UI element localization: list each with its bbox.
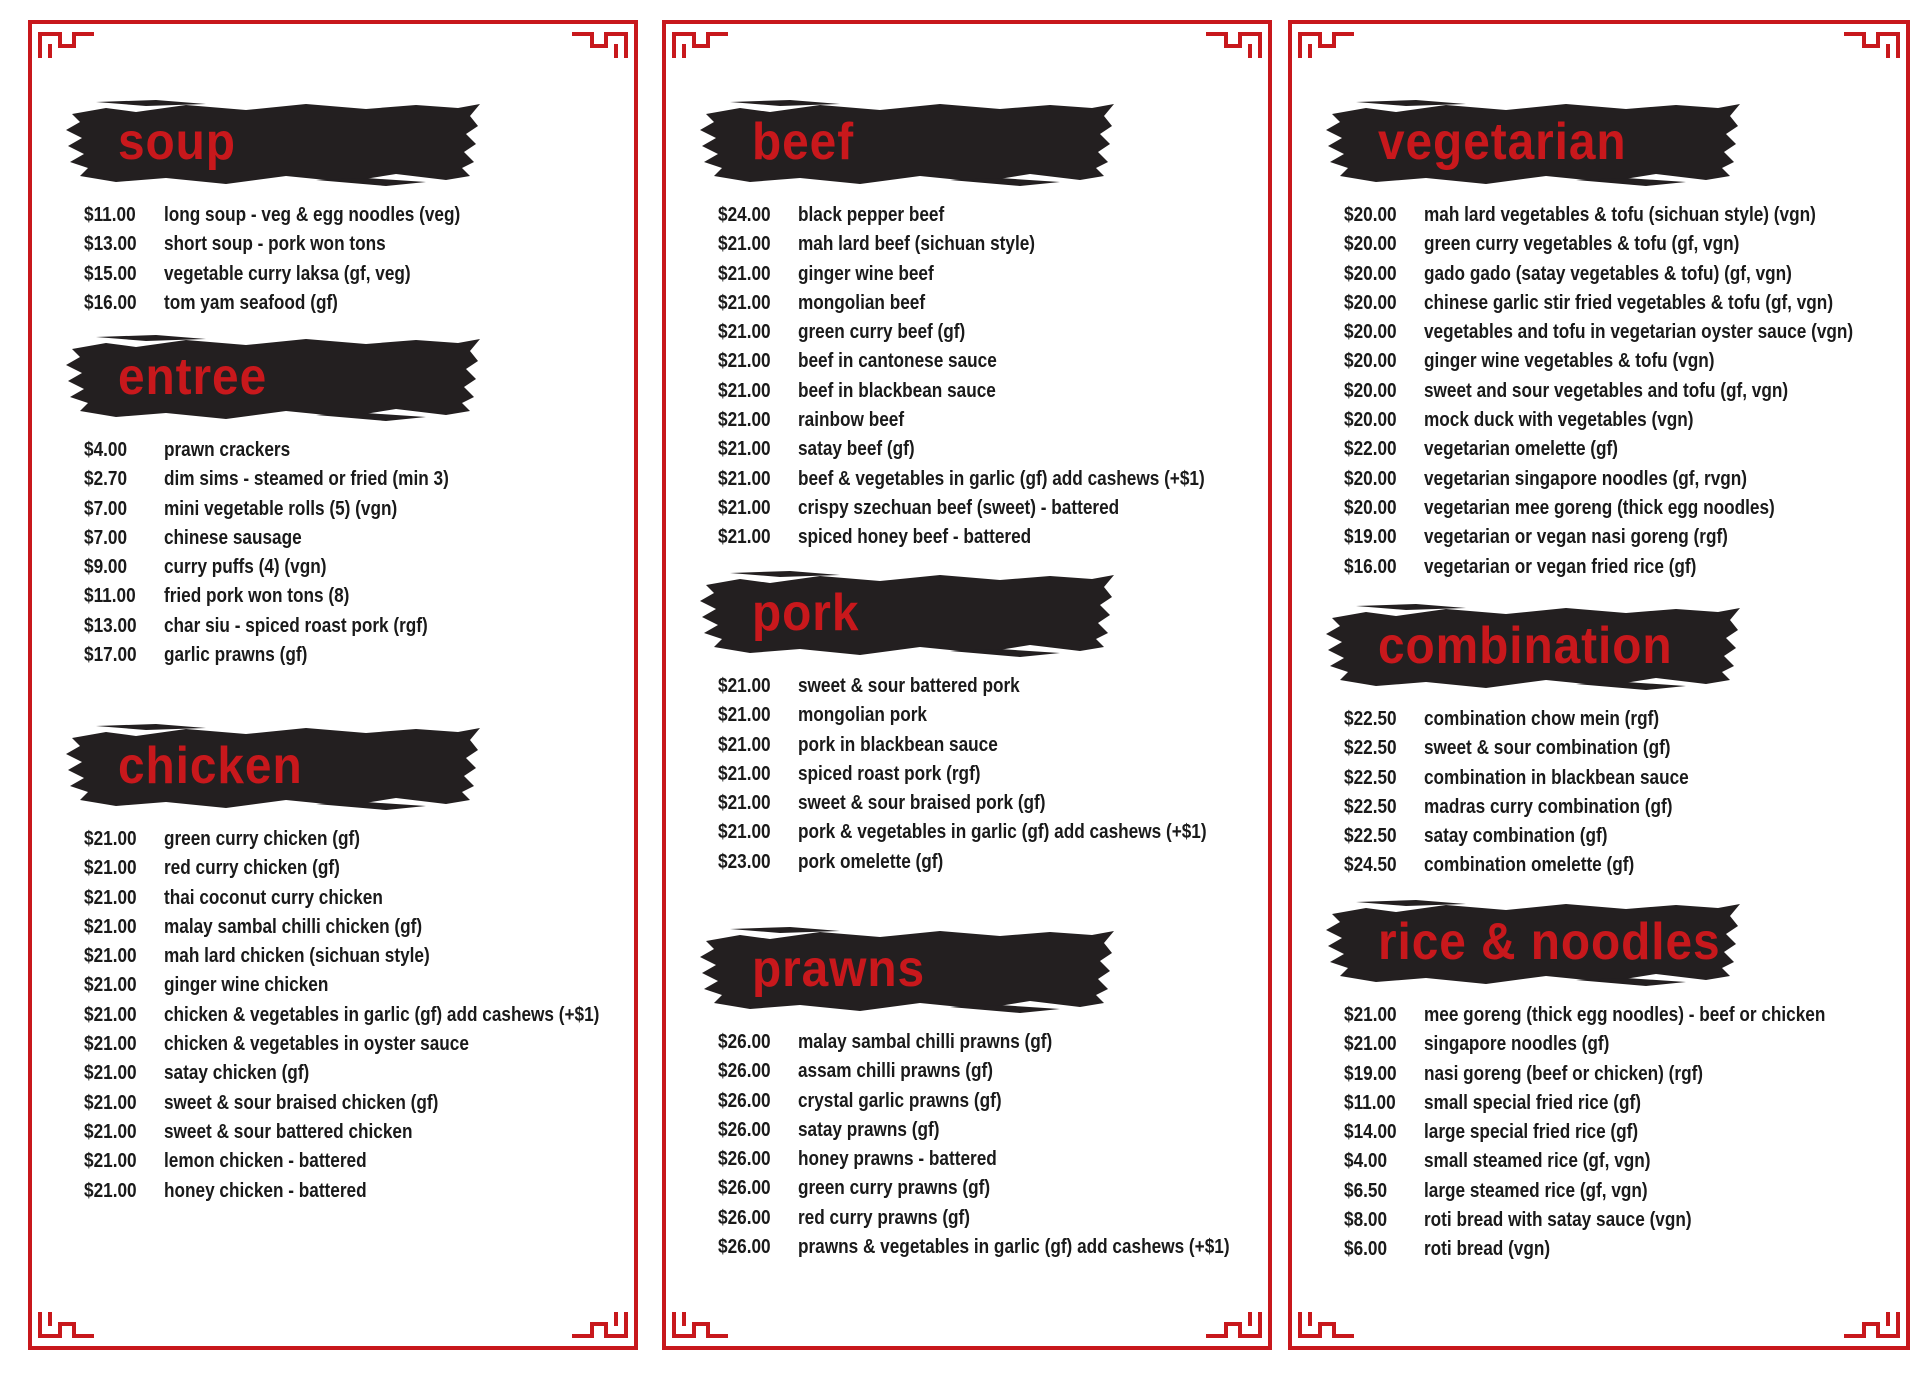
menu-item: [84, 916, 548, 945]
menu-item: [84, 644, 548, 673]
menu-item-price: $20.00: [1344, 350, 1397, 373]
menu-item-price: $16.00: [84, 291, 137, 314]
menu-item-price: $21.00: [1344, 1004, 1397, 1026]
menu-item-name: fried pork won tons (8): [163, 585, 350, 608]
menu-item-list: [84, 204, 624, 321]
corner-ornament-icon: [38, 32, 96, 60]
menu-item-price: $22.50: [1344, 795, 1397, 818]
menu-item-name: beef in cantonese sauce: [797, 350, 997, 373]
menu-item: [718, 675, 1182, 704]
menu-item-name: chicken & vegetables in oyster sauce: [163, 1033, 469, 1056]
menu-item: [84, 974, 548, 1003]
menu-item: [84, 887, 548, 916]
menu-item: [718, 409, 1182, 438]
menu-item-price: $21.00: [718, 321, 771, 344]
menu-item: [1344, 233, 1819, 262]
menu-item-price: $21.00: [84, 1062, 137, 1085]
menu-item: [1344, 409, 1819, 438]
menu-item: [84, 1003, 600, 1033]
menu-item-name: mock duck with vegetables (vgn): [1423, 409, 1694, 432]
menu-item-name: vegetarian singapore noodles (gf, rvgn): [1423, 467, 1748, 490]
menu-item-name: small special fried rice (gf): [1423, 1091, 1641, 1114]
menu-item-name: sweet & sour battered pork: [797, 675, 1020, 697]
menu-item: [84, 828, 548, 857]
menu-item-price: $21.00: [718, 733, 771, 756]
menu-item-price: $21.00: [718, 526, 771, 549]
section-title: pork: [752, 584, 860, 642]
menu-item-price: $6.00: [1344, 1238, 1388, 1261]
menu-item: [1344, 1004, 1826, 1033]
menu-item-name: sweet & sour braised pork (gf): [797, 792, 1046, 815]
menu-item-price: $21.00: [84, 945, 137, 968]
menu-item-name: beef in blackbean sauce: [797, 379, 996, 402]
menu-item: [718, 763, 1182, 792]
menu-item: [84, 1180, 548, 1209]
menu-item-name: chicken & vegetables in garlic (gf) add cashews (+$1): [163, 1003, 600, 1026]
menu-item: [718, 1090, 1182, 1119]
section-title: soup: [118, 113, 236, 171]
section-title: entree: [118, 348, 268, 406]
menu-item-price: $20.00: [1344, 467, 1397, 490]
menu-item-name: large steamed rice (gf, vgn): [1423, 1179, 1648, 1202]
menu-item-price: $2.70: [84, 468, 128, 491]
menu-item-price: $21.00: [718, 762, 771, 785]
menu-item: [718, 851, 1182, 880]
menu-item-list: [1344, 204, 1896, 585]
menu-item-name: mongolian beef: [797, 291, 926, 314]
menu-item: [84, 1150, 548, 1179]
menu-item-name: singapore noodles (gf): [1423, 1033, 1610, 1056]
menu-item-name: sweet & sour braised chicken (gf): [163, 1091, 439, 1114]
menu-item: [84, 1062, 548, 1091]
menu-item-price: $20.00: [1344, 262, 1397, 285]
menu-item-name: char siu - spiced roast pork (rgf): [163, 614, 428, 637]
menu-item: [1344, 796, 1819, 825]
menu-item-price: $21.00: [718, 438, 771, 461]
menu-item-price: $19.00: [1344, 526, 1397, 549]
corner-ornament-icon: [672, 32, 730, 60]
menu-item: [1344, 438, 1819, 467]
menu-item-name: vegetarian omelette (gf): [1423, 438, 1619, 461]
menu-item-name: crystal garlic prawns (gf): [797, 1089, 1002, 1112]
menu-item-price: $22.00: [1344, 438, 1397, 461]
menu-item-name: pork in blackbean sauce: [797, 733, 998, 756]
menu-item-list: [718, 1031, 1258, 1265]
menu-item: [1344, 380, 1819, 409]
menu-item: [1344, 708, 1819, 737]
menu-item-price: $21.00: [718, 675, 771, 697]
menu-item: [718, 438, 1182, 467]
menu-item-name: honey chicken - battered: [163, 1179, 367, 1202]
menu-item-name: green curry chicken (gf): [163, 828, 360, 850]
menu-item: [718, 467, 1205, 497]
menu-item-price: $13.00: [84, 614, 137, 637]
menu-item-price: $17.00: [84, 644, 137, 667]
menu-item: [84, 263, 548, 292]
menu-item-name: combination in blackbean sauce: [1423, 766, 1689, 789]
menu-item-list: [1344, 1004, 1896, 1268]
menu-item-name: honey prawns - battered: [797, 1148, 997, 1171]
menu-item-name: long soup - veg & egg noodles (veg): [163, 204, 461, 226]
menu-item-name: dim sims - steamed or fried (min 3): [163, 468, 449, 491]
menu-item-name: assam chilli prawns (gf): [797, 1060, 993, 1083]
menu-item-name: small steamed rice (gf, vgn): [1423, 1150, 1651, 1173]
menu-item-name: vegetables and tofu in vegetarian oyster sauce (vgn): [1423, 321, 1854, 344]
section-title: vegetarian: [1378, 113, 1627, 171]
menu-item-price: $21.00: [84, 1003, 137, 1026]
menu-item-price: $21.00: [718, 704, 771, 727]
menu-item-price: $21.00: [84, 915, 137, 938]
menu-item-name: short soup - pork won tons: [163, 233, 386, 256]
section-title: beef: [752, 113, 855, 171]
menu-item-price: $21.00: [84, 1033, 137, 1056]
menu-item: [1344, 1209, 1819, 1238]
menu-item: [84, 857, 548, 886]
menu-item-name: red curry prawns (gf): [797, 1206, 971, 1229]
menu-item-name: mah lard beef (sichuan style): [797, 233, 1036, 256]
menu-item: [84, 1121, 548, 1150]
menu-item: [718, 350, 1182, 379]
menu-item: [84, 945, 548, 974]
corner-ornament-icon: [1204, 1310, 1262, 1338]
menu-item-price: $21.00: [718, 262, 771, 285]
menu-item: [1344, 767, 1819, 796]
menu-item: [718, 1177, 1182, 1206]
menu-item-price: $19.00: [1344, 1062, 1397, 1085]
menu-item: [84, 292, 548, 321]
menu-item-price: $21.00: [1344, 1033, 1397, 1056]
menu-item-price: $15.00: [84, 262, 137, 285]
menu-item-price: $20.00: [1344, 291, 1397, 314]
menu-item-name: ginger wine beef: [797, 262, 934, 285]
menu-item: [1344, 854, 1819, 883]
menu-item-name: rainbow beef: [797, 409, 905, 432]
menu-item: [84, 585, 548, 614]
menu-item: [1344, 1121, 1819, 1150]
menu-item-price: $8.00: [1344, 1209, 1388, 1232]
menu-item-name: sweet & sour battered chicken: [163, 1120, 413, 1143]
menu-item: [84, 1033, 548, 1062]
menu-item: [1344, 291, 1834, 321]
menu-item: [718, 704, 1182, 733]
menu-item-name: malay sambal chilli prawns (gf): [797, 1031, 1053, 1053]
menu-item: [718, 292, 1182, 321]
menu-item: [718, 263, 1182, 292]
menu-item: [84, 204, 548, 233]
menu-item: [718, 526, 1182, 555]
menu-item-price: $21.00: [718, 792, 771, 815]
menu-item-price: $21.00: [84, 1091, 137, 1114]
menu-item-name: mah lard chicken (sichuan style): [163, 945, 430, 968]
menu-item-name: tom yam seafood (gf): [163, 291, 338, 314]
menu-item: [84, 498, 548, 527]
menu-item-name: black pepper beef: [797, 204, 945, 226]
menu-item-price: $23.00: [718, 850, 771, 873]
menu-item: [84, 527, 548, 556]
menu-item-name: sweet & sour combination (gf): [1423, 737, 1671, 760]
menu-item: [1344, 1033, 1819, 1062]
menu-item-price: $21.00: [718, 233, 771, 256]
menu-item-price: $21.00: [718, 379, 771, 402]
menu-item-name: chinese garlic stir fried vegetables & tofu (gf, vgn): [1423, 291, 1834, 314]
menu-item: [84, 439, 548, 468]
menu-item: [718, 1207, 1182, 1236]
menu-item-name: satay chicken (gf): [163, 1062, 310, 1085]
menu-item-list: [718, 204, 1258, 556]
menu-item-price: $26.00: [718, 1031, 771, 1053]
menu-item: [718, 734, 1182, 763]
menu-item: [84, 615, 548, 644]
menu-item-price: $24.50: [1344, 854, 1397, 877]
menu-item: [718, 1031, 1182, 1060]
menu-item-price: $7.00: [84, 497, 128, 520]
menu-item: [84, 233, 548, 262]
menu-item-price: $20.00: [1344, 496, 1397, 519]
corner-ornament-icon: [1842, 1310, 1900, 1338]
menu-panel-3: [1288, 20, 1910, 1350]
menu-item: [718, 1060, 1182, 1089]
menu-item-name: red curry chicken (gf): [163, 857, 340, 880]
menu-panel-2: [662, 20, 1272, 1350]
menu-item-name: mini vegetable rolls (5) (vgn): [163, 497, 398, 520]
menu-item-name: madras curry combination (gf): [1423, 795, 1673, 818]
corner-ornament-icon: [570, 1310, 628, 1338]
section-title: rice & noodles: [1378, 913, 1721, 971]
menu-item: [1344, 556, 1819, 585]
menu-item-price: $22.50: [1344, 766, 1397, 789]
menu-item-name: gado gado (satay vegetables & tofu) (gf, vgn): [1423, 262, 1792, 285]
menu-item: [718, 1148, 1182, 1177]
menu-item-price: $11.00: [84, 585, 136, 608]
menu-item-price: $21.00: [718, 496, 771, 519]
menu-item-name: mongolian pork: [797, 704, 927, 727]
menu-item-name: curry puffs (4) (vgn): [163, 556, 327, 579]
menu-item-price: $14.00: [1344, 1121, 1397, 1144]
menu-item-price: $21.00: [718, 291, 771, 314]
section-title: prawns: [752, 940, 926, 998]
corner-ornament-icon: [1204, 32, 1262, 60]
menu-item-price: $22.50: [1344, 825, 1397, 848]
menu-item-price: $21.00: [84, 1179, 137, 1202]
menu-item-name: satay combination (gf): [1423, 825, 1608, 848]
menu-item: [1344, 321, 1854, 350]
menu-item-price: $26.00: [718, 1118, 771, 1141]
menu-item-name: large special fried rice (gf): [1423, 1121, 1639, 1144]
menu-item: [718, 1236, 1230, 1265]
menu-item-name: pork omelette (gf): [797, 850, 944, 873]
menu-item: [1344, 1180, 1819, 1209]
menu-item-name: ginger wine vegetables & tofu (vgn): [1423, 350, 1715, 373]
menu-item: [1344, 1063, 1819, 1092]
menu-item: [718, 497, 1182, 526]
menu-item: [1344, 825, 1819, 854]
menu-item: [84, 556, 548, 585]
menu-item: [84, 468, 548, 497]
menu-item-price: $20.00: [1344, 409, 1397, 432]
menu-item: [718, 380, 1182, 409]
menu-item-price: $7.00: [84, 526, 128, 549]
menu-item-price: $21.00: [718, 350, 771, 373]
menu-item-name: mah lard vegetables & tofu (sichuan style) (vgn): [1423, 204, 1816, 226]
menu-item-list: [84, 828, 624, 1209]
menu-item-price: $9.00: [84, 556, 128, 579]
menu-item-price: $21.00: [84, 974, 137, 997]
menu-item-name: roti bread (vgn): [1423, 1238, 1551, 1261]
menu-item-name: satay prawns (gf): [797, 1118, 940, 1141]
corner-ornament-icon: [570, 32, 628, 60]
menu-item-price: $20.00: [1344, 379, 1397, 402]
menu-item-price: $21.00: [84, 886, 137, 909]
menu-item: [1344, 263, 1819, 292]
menu-item-price: $26.00: [718, 1177, 771, 1200]
corner-ornament-icon: [1842, 32, 1900, 60]
menu-item-price: $6.50: [1344, 1179, 1388, 1202]
menu-item-price: $4.00: [1344, 1150, 1388, 1173]
menu-item: [1344, 468, 1819, 497]
menu-item-name: vegetable curry laksa (gf, veg): [163, 262, 411, 285]
menu-item-price: $21.00: [718, 409, 771, 432]
menu-item-price: $21.00: [84, 828, 137, 850]
menu-item: [718, 821, 1207, 850]
corner-ornament-icon: [1298, 1310, 1356, 1338]
menu-item: [718, 1119, 1182, 1148]
menu-item: [718, 233, 1182, 262]
menu-item-name: lemon chicken - battered: [163, 1150, 367, 1173]
menu-item-price: $26.00: [718, 1148, 771, 1171]
menu-item-price: $11.00: [84, 204, 136, 226]
menu-item-name: vegetarian or vegan nasi goreng (rgf): [1423, 526, 1728, 549]
menu-item-name: sweet and sour vegetables and tofu (gf, vgn): [1423, 379, 1789, 402]
menu-item-name: mee goreng (thick egg noodles) - beef or chicken: [1423, 1004, 1826, 1026]
menu-item-name: nasi goreng (beef or chicken) (rgf): [1423, 1062, 1704, 1085]
menu-item-price: $21.00: [84, 857, 137, 880]
menu-item: [1344, 526, 1819, 555]
menu-item-price: $20.00: [1344, 233, 1397, 256]
menu-item-price: $26.00: [718, 1089, 771, 1112]
menu-item-price: $22.50: [1344, 737, 1397, 760]
corner-ornament-icon: [38, 1310, 96, 1338]
menu-item: [1344, 497, 1819, 526]
menu-item-name: green curry prawns (gf): [797, 1177, 991, 1200]
menu-item-price: $26.00: [718, 1206, 771, 1229]
menu-item: [718, 321, 1182, 350]
menu-item: [1344, 1238, 1819, 1267]
section-title: combination: [1378, 617, 1673, 675]
menu-panel-1: [28, 20, 638, 1350]
menu-item: [84, 1092, 548, 1121]
menu-item-price: $21.00: [84, 1150, 137, 1173]
menu-item-name: thai coconut curry chicken: [163, 886, 383, 909]
menu-item-price: $20.00: [1344, 204, 1397, 226]
menu-item-price: $13.00: [84, 233, 137, 256]
menu-item: [1344, 1092, 1819, 1121]
section-title: chicken: [118, 737, 303, 795]
menu-item-name: satay beef (gf): [797, 438, 915, 461]
menu-item-price: $24.00: [718, 204, 771, 226]
menu-item: [718, 792, 1182, 821]
menu-item-name: green curry beef (gf): [797, 321, 966, 344]
menu-item-name: pork & vegetables in garlic (gf) add cashews (+$1): [797, 821, 1207, 844]
menu-item-name: combination chow mein (rgf): [1423, 708, 1660, 730]
menu-item-name: prawn crackers: [163, 439, 291, 461]
menu-item-name: spiced roast pork (rgf): [797, 762, 981, 785]
menu-item-name: roti bread with satay sauce (vgn): [1423, 1209, 1692, 1232]
menu-item: [718, 204, 1182, 233]
corner-ornament-icon: [672, 1310, 730, 1338]
menu-item-price: $21.00: [718, 467, 771, 490]
menu-item-name: spiced honey beef - battered: [797, 526, 1032, 549]
menu-item-list: [718, 675, 1258, 880]
menu-item-price: $21.00: [84, 1120, 137, 1143]
menu-item-price: $26.00: [718, 1236, 771, 1259]
menu-item-list: [1344, 708, 1896, 884]
menu-item-list: [84, 439, 624, 673]
menu-item-name: garlic prawns (gf): [163, 644, 308, 667]
menu-item-name: green curry vegetables & tofu (gf, vgn): [1423, 233, 1740, 256]
menu-item-name: crispy szechuan beef (sweet) - battered: [797, 496, 1120, 519]
menu-item: [1344, 204, 1819, 233]
menu-item-price: $21.00: [718, 821, 771, 844]
menu-item: [1344, 1150, 1819, 1179]
menu-item-name: vegetarian mee goreng (thick egg noodles): [1423, 496, 1775, 519]
menu-item-price: $4.00: [84, 439, 128, 461]
menu-item-name: prawns & vegetables in garlic (gf) add cashews (+$1): [797, 1236, 1230, 1259]
menu-item-price: $20.00: [1344, 321, 1397, 344]
corner-ornament-icon: [1298, 32, 1356, 60]
menu-item-name: malay sambal chilli chicken (gf): [163, 915, 423, 938]
menu-item-price: $22.50: [1344, 708, 1397, 730]
menu-item-price: $16.00: [1344, 555, 1397, 578]
menu-item-name: beef & vegetables in garlic (gf) add cashews (+$1): [797, 467, 1205, 490]
menu-item-name: ginger wine chicken: [163, 974, 329, 997]
menu-item-name: chinese sausage: [163, 526, 302, 549]
menu-item-price: $26.00: [718, 1060, 771, 1083]
menu-item-name: combination omelette (gf): [1423, 854, 1635, 877]
menu-item-name: vegetarian or vegan fried rice (gf): [1423, 555, 1697, 578]
menu-item-price: $11.00: [1344, 1091, 1396, 1114]
menu-item: [1344, 737, 1819, 766]
menu-item: [1344, 350, 1819, 379]
